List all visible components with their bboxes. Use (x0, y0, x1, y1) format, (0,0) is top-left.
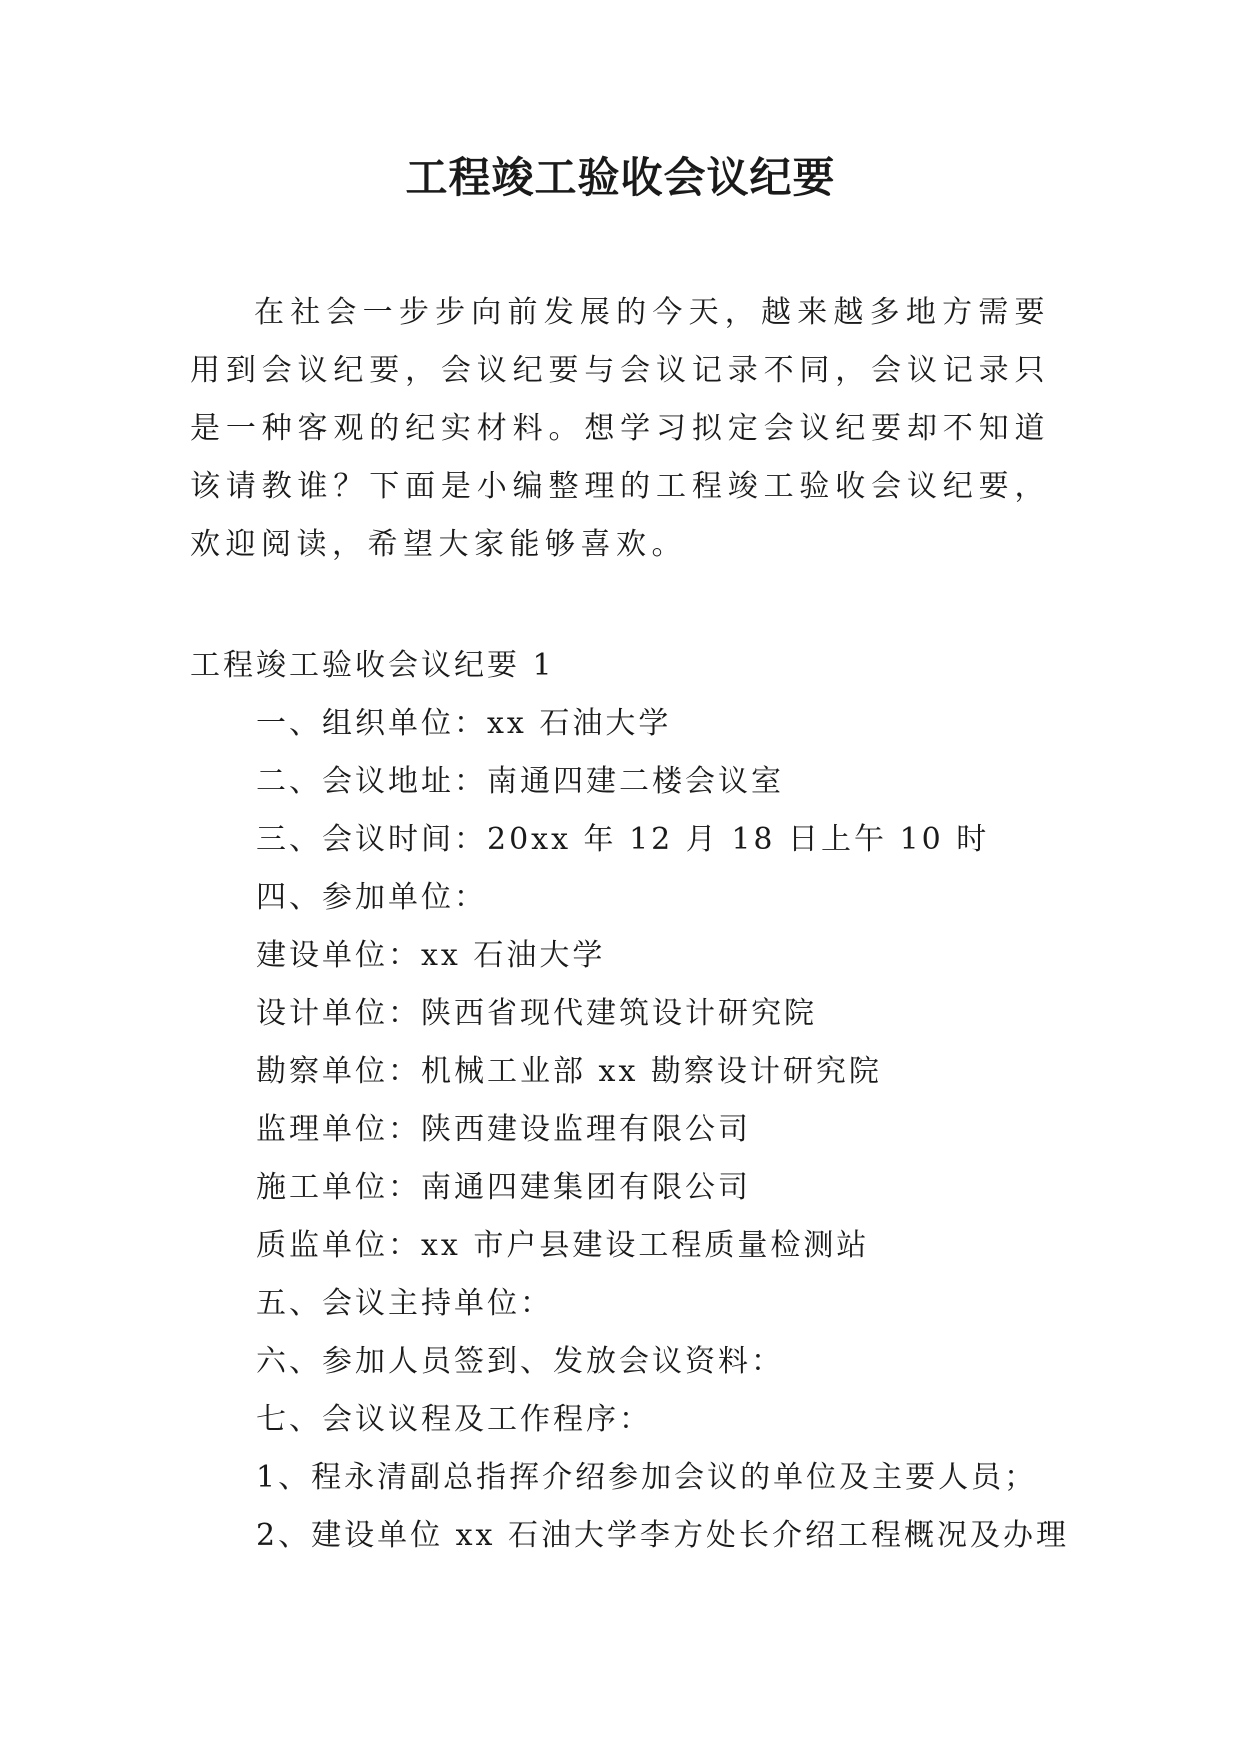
item-supervision-unit: 监理单位：陕西建设监理有限公司 (256, 1112, 751, 1147)
item-agenda-2: 2、建设单位 xx 石油大学李方处长介绍工程概况及办理 (256, 1518, 1069, 1553)
item-participants-heading: 四、参加单位： (256, 880, 487, 915)
item-host-unit: 五、会议主持单位： (256, 1286, 553, 1321)
item-organizer: 一、组织单位：xx 石油大学 (256, 706, 672, 741)
item-time: 三、会议时间：20xx 年 12 月 18 日上午 10 时 (256, 822, 990, 857)
item-venue: 二、会议地址：南通四建二楼会议室 (256, 764, 784, 799)
item-signin: 六、参加人员签到、发放会议资料： (256, 1344, 784, 1379)
section-heading: 工程竣工验收会议纪要 1 (190, 648, 555, 683)
item-survey-unit: 勘察单位：机械工业部 xx 勘察设计研究院 (256, 1054, 882, 1089)
item-quality-unit: 质监单位：xx 市户县建设工程质量检测站 (256, 1228, 870, 1263)
item-contractor-unit: 施工单位：南通四建集团有限公司 (256, 1170, 751, 1205)
document-title: 工程竣工验收会议纪要 (405, 153, 836, 202)
intro-paragraph: 在社会一步步向前发展的今天，越来越多地方需要用到会议纪要，会议纪要与会议记录不同，会议记录只是一种客观的纪实材料。想学习拟定会议纪要却不知道该请教谁？下面是小编整理的工程竣工验收会议纪要，欢迎阅读，希望大家能够喜欢。 (190, 295, 1050, 562)
minutes-items-list (256, 695, 1069, 1565)
item-agenda-1: 1、程永清副总指挥介绍参加会议的单位及主要人员； (256, 1460, 1038, 1495)
item-agenda-heading: 七、会议议程及工作程序： (256, 1402, 652, 1437)
item-design-unit: 设计单位：陕西省现代建筑设计研究院 (256, 996, 817, 1031)
item-construction-unit: 建设单位：xx 石油大学 (256, 938, 606, 973)
